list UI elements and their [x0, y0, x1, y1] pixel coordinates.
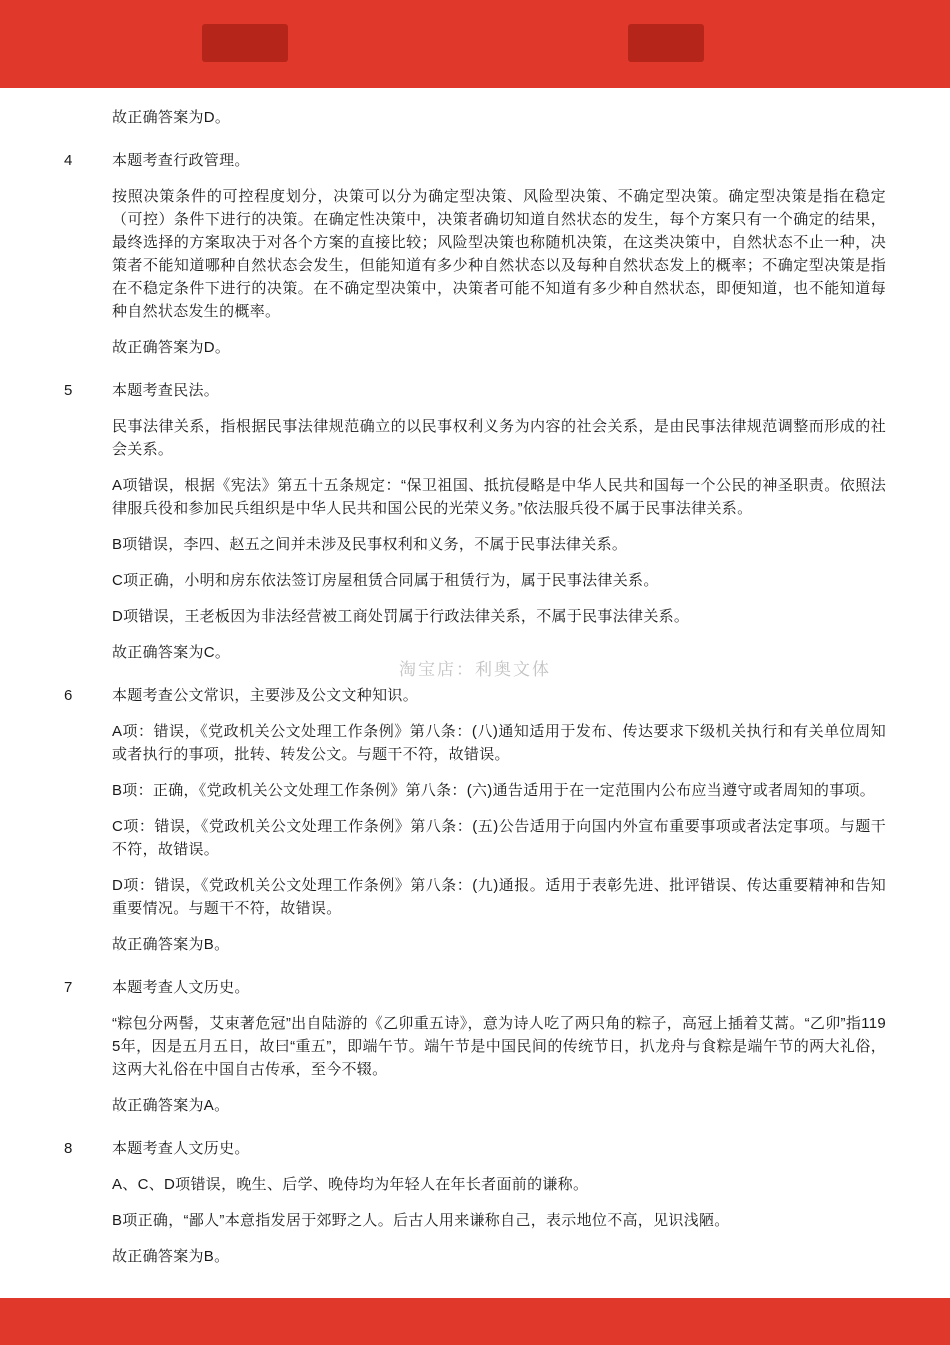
- option-acd-paragraph: A、C、D项错误，晚生、后学、晚侍均为年轻人在年长者面前的谦称。: [112, 1176, 589, 1193]
- top-banner: [0, 0, 950, 88]
- option-a-paragraph: A项：错误，《党政机关公文处理工作条例》第八条：(八)通知适用于发布、传达要求下级机关执行和有关单位周知或者执行的事项，批转、转发公文。与题干不符，故错误。: [112, 723, 886, 763]
- answer-line: 故正确答案为D。: [112, 339, 231, 356]
- topic-line: 本题考查行政管理。: [112, 152, 250, 169]
- question-number: 7: [64, 979, 73, 996]
- bottom-banner: [0, 1298, 950, 1345]
- option-d-paragraph: D项错误，王老板因为非法经营被工商处罚属于行政法律关系，不属于民事法律关系。: [112, 608, 690, 625]
- watermark: 淘宝店：利奥文体: [399, 660, 551, 679]
- answer-item-continuation: [64, 106, 886, 142]
- explanation-paragraph: “粽包分两髻，艾束著危冠”出自陆游的《乙卯重五诗》，意为诗人吃了两只角的粽子，高冠上插着艾蒿。“乙卯”指1195年，因是五月五日，故曰“重五”，即端午节。端午节是中国民间的传统节日，扒龙舟与食粽是端午节的两大礼俗，这两大礼俗在中国自古传承，至今不辍。: [112, 1015, 886, 1078]
- answer-line: 故正确答案为A。: [112, 1097, 230, 1114]
- question-number: 4: [64, 152, 73, 169]
- answer-line: 故正确答案为D。: [112, 109, 231, 126]
- answer-item-5: [64, 379, 886, 677]
- option-b-paragraph: B项：正确，《党政机关公文处理工作条例》第八条：(六)通告适用于在一定范围内公布应当遵守或者周知的事项。: [112, 782, 876, 799]
- question-number: 8: [64, 1140, 73, 1157]
- answer-line: 故正确答案为C。: [112, 644, 231, 661]
- answer-item-7: [64, 976, 886, 1130]
- option-c-paragraph: C项：错误，《党政机关公文处理工作条例》第八条：(五)公告适用于向国内外宣布重要事项或者法定事项。与题干不符，故错误。: [112, 818, 886, 858]
- topic-line: 本题考查公文常识，主要涉及公文文种知识。: [112, 687, 419, 704]
- answer-item-4: [64, 149, 886, 372]
- explanation-paragraph: 民事法律关系，指根据民事法律规范确立的以民事权利义务为内容的社会关系，是由民事法律规范调整而形成的社会关系。: [112, 418, 886, 458]
- answer-explanations: [0, 88, 950, 1288]
- option-d-paragraph: D项：错误，《党政机关公文处理工作条例》第八条：(九)通报。适用于表彰先进、批评错误、传达重要精神和告知重要情况。与题干不符，故错误。: [112, 877, 886, 917]
- option-a-paragraph: A项错误，根据《宪法》第五十五条规定：“保卫祖国、抵抗侵略是中华人民共和国每一个公民的神圣职责。依照法律服兵役和参加民兵组织是中华人民共和国公民的光荣义务。”依法服兵役不属于民事法律关系。: [112, 477, 886, 517]
- question-number: 6: [64, 687, 73, 704]
- option-b-paragraph: B项正确，“鄙人”本意指发居于郊野之人。后古人用来谦称自己，表示地位不高，见识浅陋。: [112, 1212, 730, 1229]
- answer-line: 故正确答案为B。: [112, 936, 230, 953]
- topic-line: 本题考查人文历史。: [112, 1140, 250, 1157]
- question-number: [64, 106, 112, 142]
- answer-item-8: [64, 1137, 886, 1281]
- option-c-paragraph: C项正确，小明和房东依法签订房屋租赁合同属于租赁行为，属于民事法律关系。: [112, 572, 659, 589]
- explanation-paragraph: 按照决策条件的可控程度划分，决策可以分为确定型决策、风险型决策、不确定型决策。确定型决策是指在稳定（可控）条件下进行的决策。在确定性决策中，决策者确切知道自然状态的发生，每个方案只有一个确定的结果，最终选择的方案取决于对各个方案的直接比较；风险型决策也称随机决策，在这类决策中，自然状态不止一种，决策者不能知道哪种自然状态会发生，但能知道有多少种自然状态以及每种自然状态发上的概率；不确定型决策是指在不稳定条件下进行的决策。在不确定型决策中，决策者可能不知道有多少种自然状态，即便知道，也不能知道每种自然状态发生的概率。: [112, 188, 886, 320]
- banner-graphic-right: [628, 24, 704, 62]
- topic-line: 本题考查人文历史。: [112, 979, 250, 996]
- option-b-paragraph: B项错误，李四、赵五之间并未涉及民事权利和义务，不属于民事法律关系。: [112, 536, 628, 553]
- answer-line: 故正确答案为B。: [112, 1248, 230, 1265]
- banner-graphic-left: [202, 24, 288, 62]
- topic-line: 本题考查民法。: [112, 382, 220, 399]
- question-number: 5: [64, 382, 73, 399]
- answer-item-6: [64, 684, 886, 969]
